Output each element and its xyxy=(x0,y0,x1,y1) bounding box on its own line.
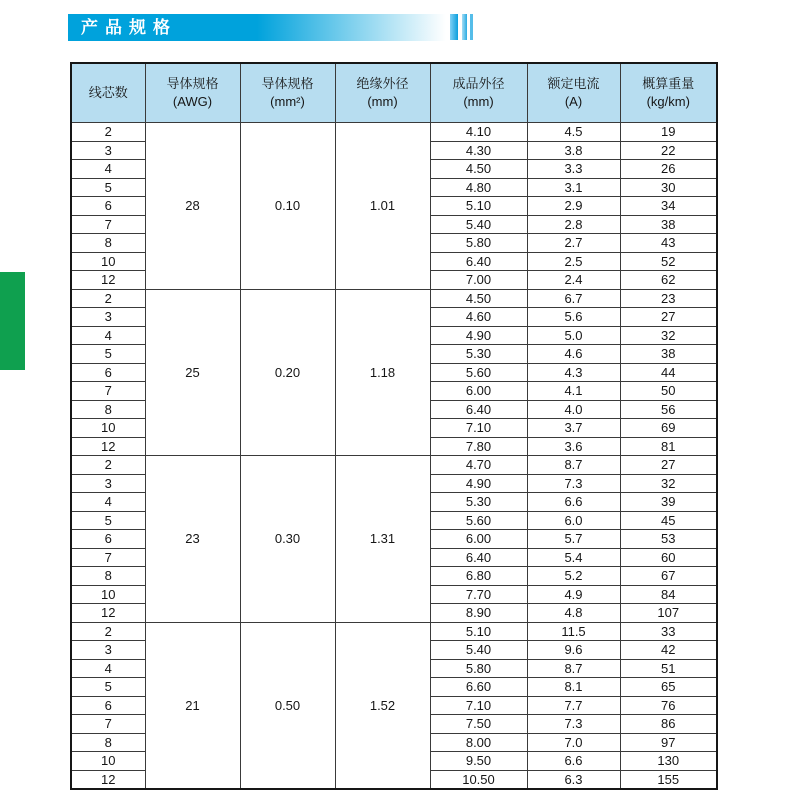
finished-od-cell: 5.60 xyxy=(430,363,527,382)
header-insulation-od xyxy=(335,63,430,123)
header-conductor-mm2 xyxy=(240,63,335,123)
rated-current-cell: 2.5 xyxy=(527,252,620,271)
weight-cell: 62 xyxy=(620,271,717,290)
cores-cell: 5 xyxy=(71,678,145,697)
cores-cell: 8 xyxy=(71,234,145,253)
weight-cell: 67 xyxy=(620,567,717,586)
mm2-cell: 0.30 xyxy=(240,456,335,623)
finished-od-cell: 5.10 xyxy=(430,622,527,641)
cores-cell: 5 xyxy=(71,178,145,197)
spec-table-body xyxy=(71,123,717,790)
rated-current-cell: 4.1 xyxy=(527,382,620,401)
finished-od-cell: 5.30 xyxy=(430,345,527,364)
weight-cell: 155 xyxy=(620,770,717,789)
rated-current-cell: 6.6 xyxy=(527,752,620,771)
header-unit: (A) xyxy=(564,94,583,109)
section-title-bar xyxy=(68,14,446,41)
finished-od-cell: 7.10 xyxy=(430,696,527,715)
header-unit: (mm) xyxy=(367,94,398,109)
awg-cell: 23 xyxy=(145,456,240,623)
finished-od-cell: 10.50 xyxy=(430,770,527,789)
cores-cell: 5 xyxy=(71,511,145,530)
weight-cell: 32 xyxy=(620,474,717,493)
rated-current-cell: 4.8 xyxy=(527,604,620,623)
weight-cell: 97 xyxy=(620,733,717,752)
cores-cell: 8 xyxy=(71,567,145,586)
rated-current-cell: 6.3 xyxy=(527,770,620,789)
awg-cell: 25 xyxy=(145,289,240,456)
finished-od-cell: 6.00 xyxy=(430,382,527,401)
weight-cell: 130 xyxy=(620,752,717,771)
weight-cell: 45 xyxy=(620,511,717,530)
weight-cell: 44 xyxy=(620,363,717,382)
rated-current-cell: 7.3 xyxy=(527,474,620,493)
finished-od-cell: 7.80 xyxy=(430,437,527,456)
rated-current-cell: 6.0 xyxy=(527,511,620,530)
weight-cell: 42 xyxy=(620,641,717,660)
rated-current-cell: 8.7 xyxy=(527,659,620,678)
cores-cell: 6 xyxy=(71,197,145,216)
cores-cell: 7 xyxy=(71,548,145,567)
cores-cell: 6 xyxy=(71,696,145,715)
cores-cell: 2 xyxy=(71,456,145,475)
rated-current-cell: 11.5 xyxy=(527,622,620,641)
cores-cell: 6 xyxy=(71,363,145,382)
accent-bar xyxy=(462,14,467,40)
cores-cell: 2 xyxy=(71,123,145,142)
cores-cell: 6 xyxy=(71,530,145,549)
finished-od-cell: 7.00 xyxy=(430,271,527,290)
weight-cell: 38 xyxy=(620,345,717,364)
rated-current-cell: 8.7 xyxy=(527,456,620,475)
rated-current-cell: 2.4 xyxy=(527,271,620,290)
finished-od-cell: 6.40 xyxy=(430,548,527,567)
cores-cell: 10 xyxy=(71,419,145,438)
finished-od-cell: 4.70 xyxy=(430,456,527,475)
weight-cell: 23 xyxy=(620,289,717,308)
weight-cell: 26 xyxy=(620,160,717,179)
insulation-od-cell: 1.52 xyxy=(335,622,430,789)
rated-current-cell: 8.1 xyxy=(527,678,620,697)
cores-cell: 3 xyxy=(71,474,145,493)
header-unit: (AWG) xyxy=(172,94,213,109)
finished-od-cell: 5.80 xyxy=(430,234,527,253)
spec-row xyxy=(71,622,717,641)
rated-current-cell: 4.6 xyxy=(527,345,620,364)
rated-current-cell: 2.7 xyxy=(527,234,620,253)
cores-cell: 10 xyxy=(71,585,145,604)
rated-current-cell: 2.9 xyxy=(527,197,620,216)
weight-cell: 52 xyxy=(620,252,717,271)
finished-od-cell: 6.80 xyxy=(430,567,527,586)
rated-current-cell: 6.7 xyxy=(527,289,620,308)
finished-od-cell: 9.50 xyxy=(430,752,527,771)
awg-cell: 21 xyxy=(145,622,240,789)
cores-cell: 7 xyxy=(71,215,145,234)
finished-od-cell: 4.10 xyxy=(430,123,527,142)
cores-cell: 4 xyxy=(71,659,145,678)
weight-cell: 22 xyxy=(620,141,717,160)
cores-cell: 3 xyxy=(71,308,145,327)
rated-current-cell: 3.1 xyxy=(527,178,620,197)
finished-od-cell: 5.40 xyxy=(430,641,527,660)
rated-current-cell: 5.4 xyxy=(527,548,620,567)
cores-cell: 7 xyxy=(71,382,145,401)
mm2-cell: 0.50 xyxy=(240,622,335,789)
mm2-cell: 0.10 xyxy=(240,123,335,290)
weight-cell: 65 xyxy=(620,678,717,697)
accent-bar xyxy=(450,14,458,40)
insulation-od-cell: 1.31 xyxy=(335,456,430,623)
finished-od-cell: 7.10 xyxy=(430,419,527,438)
header-unit: (kg/km) xyxy=(646,94,690,109)
cores-cell: 12 xyxy=(71,604,145,623)
finished-od-cell: 4.50 xyxy=(430,289,527,308)
spec-row xyxy=(71,123,717,142)
header-weight xyxy=(620,63,717,123)
cores-cell: 5 xyxy=(71,345,145,364)
rated-current-cell: 3.7 xyxy=(527,419,620,438)
rated-current-cell: 5.6 xyxy=(527,308,620,327)
weight-cell: 86 xyxy=(620,715,717,734)
rated-current-cell: 3.3 xyxy=(527,160,620,179)
finished-od-cell: 7.70 xyxy=(430,585,527,604)
section-title: 产品规格 xyxy=(81,18,177,37)
cores-cell: 3 xyxy=(71,641,145,660)
cores-cell: 4 xyxy=(71,493,145,512)
finished-od-cell: 4.50 xyxy=(430,160,527,179)
weight-cell: 39 xyxy=(620,493,717,512)
weight-cell: 33 xyxy=(620,622,717,641)
spec-row xyxy=(71,456,717,475)
weight-cell: 84 xyxy=(620,585,717,604)
header-label: 导体规格 xyxy=(261,76,314,91)
finished-od-cell: 8.90 xyxy=(430,604,527,623)
header-label: 概算重量 xyxy=(642,76,695,91)
rated-current-cell: 7.0 xyxy=(527,733,620,752)
rated-current-cell: 3.6 xyxy=(527,437,620,456)
weight-cell: 56 xyxy=(620,400,717,419)
weight-cell: 81 xyxy=(620,437,717,456)
green-edge-accent xyxy=(0,272,25,370)
insulation-od-cell: 1.01 xyxy=(335,123,430,290)
header-label: 导体规格 xyxy=(166,76,219,91)
spec-table-wrap xyxy=(70,62,718,790)
insulation-od-cell: 1.18 xyxy=(335,289,430,456)
cores-cell: 7 xyxy=(71,715,145,734)
finished-od-cell: 5.80 xyxy=(430,659,527,678)
spec-table xyxy=(70,62,718,790)
finished-od-cell: 6.40 xyxy=(430,400,527,419)
finished-od-cell: 5.30 xyxy=(430,493,527,512)
weight-cell: 30 xyxy=(620,178,717,197)
weight-cell: 19 xyxy=(620,123,717,142)
header-unit: (mm²) xyxy=(270,94,305,109)
finished-od-cell: 7.50 xyxy=(430,715,527,734)
cores-cell: 4 xyxy=(71,160,145,179)
rated-current-cell: 4.0 xyxy=(527,400,620,419)
header-finished-od xyxy=(430,63,527,123)
rated-current-cell: 4.3 xyxy=(527,363,620,382)
rated-current-cell: 5.2 xyxy=(527,567,620,586)
rated-current-cell: 5.0 xyxy=(527,326,620,345)
finished-od-cell: 5.60 xyxy=(430,511,527,530)
header-cores xyxy=(71,63,145,123)
rated-current-cell: 5.7 xyxy=(527,530,620,549)
cores-cell: 8 xyxy=(71,733,145,752)
finished-od-cell: 6.60 xyxy=(430,678,527,697)
rated-current-cell: 4.9 xyxy=(527,585,620,604)
weight-cell: 76 xyxy=(620,696,717,715)
weight-cell: 69 xyxy=(620,419,717,438)
weight-cell: 27 xyxy=(620,308,717,327)
header-label: 线芯数 xyxy=(88,85,128,100)
cores-cell: 12 xyxy=(71,770,145,789)
weight-cell: 38 xyxy=(620,215,717,234)
finished-od-cell: 6.40 xyxy=(430,252,527,271)
header-conductor-awg xyxy=(145,63,240,123)
weight-cell: 53 xyxy=(620,530,717,549)
weight-cell: 43 xyxy=(620,234,717,253)
cores-cell: 8 xyxy=(71,400,145,419)
accent-bar xyxy=(470,14,473,40)
finished-od-cell: 4.80 xyxy=(430,178,527,197)
finished-od-cell: 5.40 xyxy=(430,215,527,234)
cores-cell: 12 xyxy=(71,437,145,456)
header-unit: (mm) xyxy=(463,94,494,109)
weight-cell: 32 xyxy=(620,326,717,345)
finished-od-cell: 6.00 xyxy=(430,530,527,549)
weight-cell: 50 xyxy=(620,382,717,401)
header-label: 成品外径 xyxy=(452,76,505,91)
cores-cell: 10 xyxy=(71,252,145,271)
cores-cell: 4 xyxy=(71,326,145,345)
weight-cell: 107 xyxy=(620,604,717,623)
title-accent-bars xyxy=(450,14,473,40)
weight-cell: 34 xyxy=(620,197,717,216)
weight-cell: 27 xyxy=(620,456,717,475)
mm2-cell: 0.20 xyxy=(240,289,335,456)
awg-cell: 28 xyxy=(145,123,240,290)
finished-od-cell: 4.30 xyxy=(430,141,527,160)
cores-cell: 2 xyxy=(71,289,145,308)
cores-cell: 12 xyxy=(71,271,145,290)
rated-current-cell: 4.5 xyxy=(527,123,620,142)
rated-current-cell: 9.6 xyxy=(527,641,620,660)
finished-od-cell: 8.00 xyxy=(430,733,527,752)
finished-od-cell: 4.90 xyxy=(430,326,527,345)
finished-od-cell: 5.10 xyxy=(430,197,527,216)
finished-od-cell: 4.60 xyxy=(430,308,527,327)
header-label: 绝缘外径 xyxy=(356,76,409,91)
cores-cell: 10 xyxy=(71,752,145,771)
rated-current-cell: 6.6 xyxy=(527,493,620,512)
cores-cell: 3 xyxy=(71,141,145,160)
spec-row xyxy=(71,289,717,308)
rated-current-cell: 7.3 xyxy=(527,715,620,734)
header-rated-current xyxy=(527,63,620,123)
rated-current-cell: 3.8 xyxy=(527,141,620,160)
spec-table-head xyxy=(71,63,717,123)
header-label: 额定电流 xyxy=(547,76,600,91)
rated-current-cell: 2.8 xyxy=(527,215,620,234)
finished-od-cell: 4.90 xyxy=(430,474,527,493)
cores-cell: 2 xyxy=(71,622,145,641)
header-row xyxy=(71,63,717,123)
weight-cell: 60 xyxy=(620,548,717,567)
rated-current-cell: 7.7 xyxy=(527,696,620,715)
weight-cell: 51 xyxy=(620,659,717,678)
